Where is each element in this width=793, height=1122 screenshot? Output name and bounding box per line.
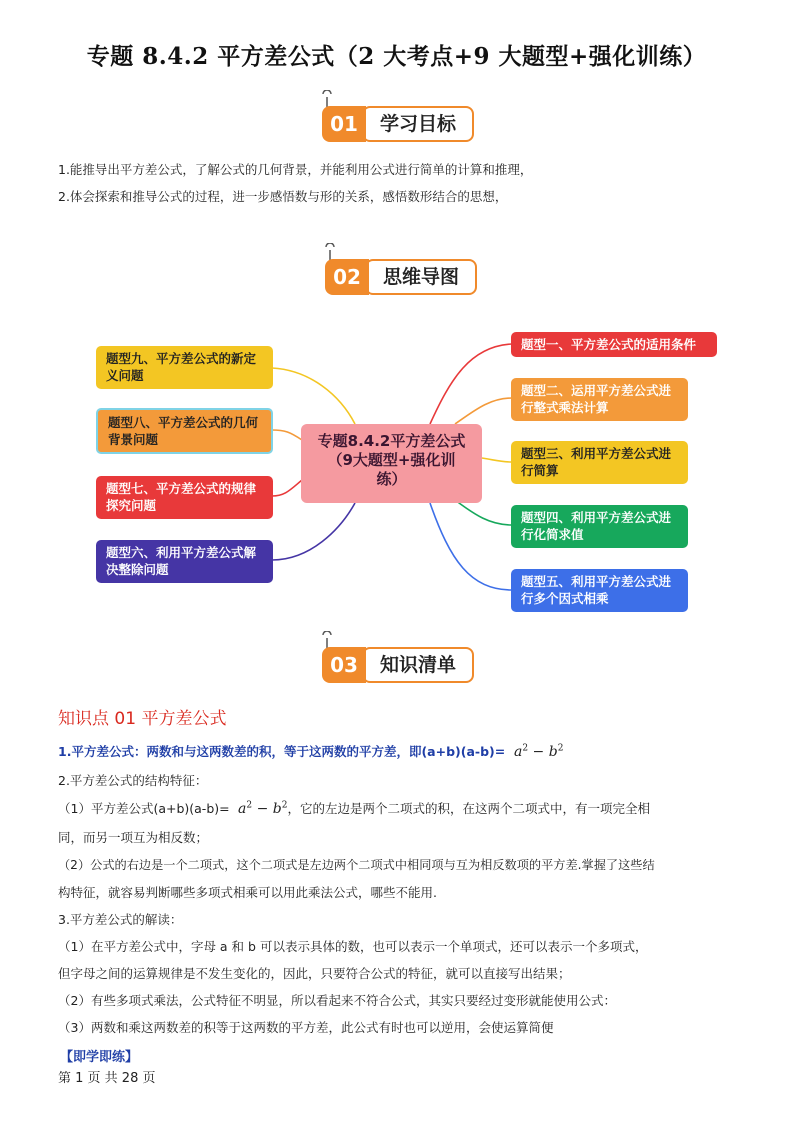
mindmap-node-5: 题型五、利用平方差公式进行多个因式相乘 [511, 569, 688, 612]
mindmap-node-4: 题型四、利用平方差公式进行化简求值 [511, 505, 688, 548]
connector-9 [272, 368, 355, 424]
mindmap-node-3: 题型三、利用平方差公式进行简算 [511, 441, 688, 484]
structure-point-2: （2）公式的右边是一个二项式，这个二项式是左边两个二项式中相同项与互为相反数项的平方差.掌握了这些结 [58, 858, 655, 872]
mindmap-node-8: 题型八、平方差公式的几何背景问题 [96, 408, 273, 454]
reading-point-1: （1）在平方差公式中，字母 a 和 b 可以表示具体的数，也可以表示一个单项式，还可以表示一个多项式， [58, 939, 648, 954]
practice-heading: 【即学即练】 [60, 1050, 139, 1065]
goal-1: 1.能推导出平方差公式，了解公式的几何背景，并能利用公式进行简单的计算和推理， [58, 162, 533, 177]
reading-title: 3.平方差公式的解读： [58, 912, 183, 927]
section-label: 知识清单 [362, 647, 474, 683]
connector-8 [272, 430, 302, 440]
mindmap-center: 专题8.4.2平方差公式（9大题型+强化训练） [301, 424, 482, 503]
knowledge-point-title: 知识点 01 平方差公式 [58, 709, 227, 729]
section-number: 01 [322, 106, 366, 142]
connector-4 [455, 500, 512, 525]
section-number: 03 [322, 647, 366, 683]
formula: $a^2 - b^2$ [238, 800, 288, 817]
reading-point-2: （2）有些多项式乘法，公式特征不明显，所以看起来不符合公式，其实只要经过变形就能使用公式： [58, 993, 616, 1008]
structure-title: 2.平方差公式的结构特征： [58, 773, 208, 788]
structure-point-1: （1）平方差公式$(a+b)(a-b)= a^2 - b^2$，它的左边是两个二项式的积，在这两个二项式中，有一项完全相 [58, 800, 650, 817]
structure-point-1-cont: 同，而另一项互为相反数； [58, 830, 209, 845]
connector-5 [430, 503, 512, 590]
connector-7 [272, 480, 302, 496]
connector-2 [455, 398, 512, 424]
structure-point-2-cont: 构特征，就容易判断哪些多项式相乘可以用此乘法公式，哪些不能用. [58, 885, 437, 900]
goal-2: 2.体会探索和推导公式的过程，进一步感悟数与形的关系，感悟数形结合的思想， [58, 189, 508, 204]
reading-point-3: （3）两数和乘这两数差的积等于这两数的平方差，此公式有时也可以逆用，会使运算简便 [58, 1020, 554, 1035]
section-badge-knowledge [322, 647, 474, 683]
mindmap-node-7: 题型七、平方差公式的规律探究问题 [96, 476, 273, 519]
page-title: 专题 8.4.2 平方差公式（2 大考点+9 大题型+强化训练） [86, 43, 707, 70]
connector-6 [272, 503, 355, 560]
section-label: 学习目标 [362, 106, 474, 142]
definition-text: 1.平方差公式：两数和与这两数差的积，等于这两数的平方差，即(a+b)(a-b)= [58, 744, 506, 759]
mindmap-node-9: 题型九、平方差公式的新定义问题 [96, 346, 273, 389]
mindmap-node-1: 题型一、平方差公式的适用条件 [511, 332, 717, 357]
section-label: 思维导图 [365, 259, 477, 295]
connector-3 [482, 458, 512, 462]
page-footer: 第 1 页 共 28 页 [58, 1071, 156, 1086]
formula: $a^2 - b^2$ [514, 743, 564, 760]
section-number: 02 [325, 259, 369, 295]
definition [58, 742, 563, 760]
mindmap-node-2: 题型二、运用平方差公式进行整式乘法计算 [511, 378, 688, 421]
mindmap-node-6: 题型六、利用平方差公式解决整除问题 [96, 540, 273, 583]
reading-point-1-cont: 但字母之间的运算规律是不发生变化的，因此，只要符合公式的特征，就可以直接写出结果； [58, 966, 571, 981]
